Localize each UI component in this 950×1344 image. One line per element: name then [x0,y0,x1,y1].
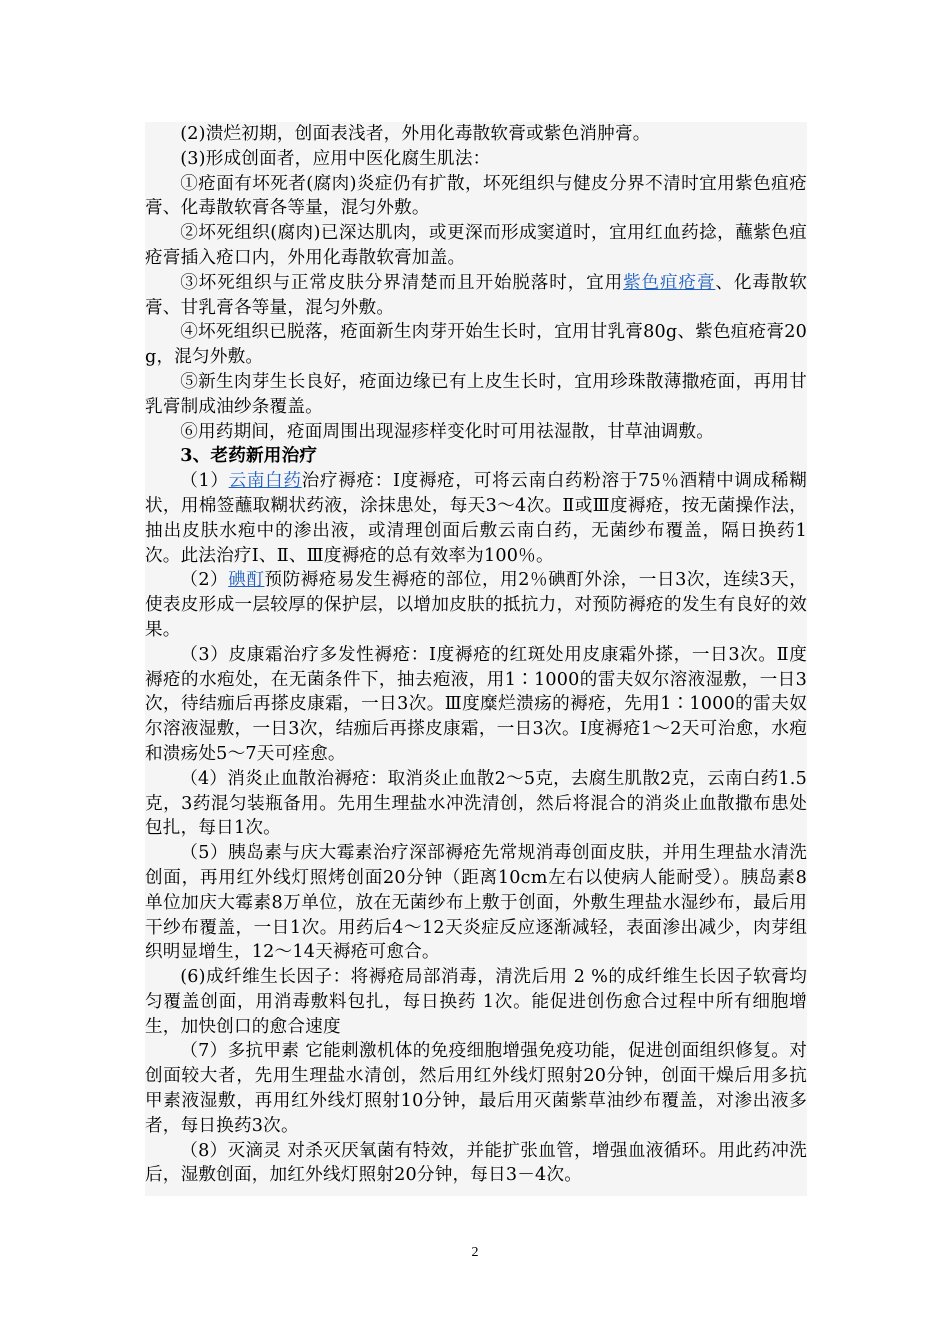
paragraph [145,469,807,568]
paragraph: ①疮面有坏死者(腐肉)炎症仍有扩散，坏死组织与健皮分界不清时宜用紫色疽疮膏、化毒散软膏各等量，混匀外敷。 [145,173,807,219]
paragraph: （5）胰岛素与庆大霉素治疗深部褥疮先常规消毒创面皮肤，并用生理盐水清洗创面，再用红外线灯照烤创面20分钟（距离10cm左右以使病人能耐受）。胰岛素8单位加庆大霉素8万单位，放在无菌纱布上敷于创面，外敷生理盐水湿纱布，最后用干纱布覆盖，一日1次。用药后4～12天炎症反应逐渐减轻，表面渗出减少，肉芽组织明显增生，12～14天褥疮可愈合。 [145,843,807,963]
paragraph: (3)形成创面者，应用中医化腐生肌法： [180,148,491,169]
paragraph: ⑥用药期间，疮面周围出现湿疹样变化时可用祛湿散，甘草油调敷。 [180,421,715,442]
section-heading: 3、老药新用治疗 [180,445,318,467]
paragraph: ④坏死组织已脱落，疮面新生肉芽开始生长时，宜用甘乳膏80g、紫色疽疮膏20g，混匀外敷。 [145,322,807,368]
link-dianding[interactable]: 碘酊 [228,570,265,591]
paragraph [145,271,807,321]
paragraph: （7）多抗甲素 它能刺激机体的免疫细胞增强免疫功能，促进创面组织修复。对创面较大者，先用生理盐水清创，然后用红外线灯照射20分钟，创面干燥后用多抗甲素液湿敷，再用红外线灯照射10分钟，最后用灭菌紫草油纱布覆盖，对渗出液多者，每日换药3次。 [145,1041,807,1136]
paragraph: （8）灭滴灵 对杀灭厌氧菌有特效，并能扩张血管，增强血液循环。用此药冲洗后，湿敷创面，加红外线灯照射20分钟，每日3－4次。 [145,1140,807,1186]
paragraph-text: 治疗褥疮：Ⅰ度褥疮，可将云南白药粉溶于75％酒精中调成稀糊状，用棉签蘸取糊状药液，涂抹患处，每天3～4次。Ⅱ或Ⅲ度褥疮，按无菌操作法，抽出皮肤水疱中的渗出液，或清理创面后敷云南白药，无菌纱布覆盖，隔日换药1次。此法治疗Ⅰ、Ⅱ、Ⅲ度褥疮的总有效率为100％。 [145,471,808,566]
paragraph: (6)成纤维生长因子：将褥疮局部消毒，清洗后用 2 %的成纤维生长因子软膏均匀覆盖创面，用消毒敷料包扎，每日换药 1次。能促进创伤愈合过程中所有细胞增生，加快创口的愈合速度 [145,967,807,1037]
paragraph: (2)溃烂初期，创面表浅者，外用化毒散软膏或紫色消肿膏。 [180,124,651,144]
paragraph: ⑤新生肉芽生长良好，疮面边缘已有上皮生长时，宜用珍珠散薄撒疮面，再用甘乳膏制成油纱条覆盖。 [145,371,807,417]
paragraph-text: ③坏死组织与正常皮肤分界清楚而且开始脱落时，宜用 [180,272,624,293]
paragraph: （3）皮康霜治疗多发性褥疮：Ⅰ度褥疮的红斑处用皮康霜外搽，一日3次。Ⅱ度褥疮的水疱处，在无菌条件下，抽去疱液，用1∶1000的雷夫奴尔溶液湿敷，一日3次，待结痂后再搽皮康霜，一日3次。Ⅲ度糜烂溃疡的褥疮，先用1∶1000的雷夫奴尔溶液湿敷，一日3次，结痂后再搽皮康霜，一日3次。Ⅰ度褥疮1～2天可治愈，水疱和溃疡处5～7天可痊愈。 [145,644,807,764]
document-body [145,122,807,1196]
page-number: 2 [471,1245,479,1260]
paragraph-text: 预防褥疮易发生褥疮的部位，用2％碘酊外涂，一日3次，连续3天，使表皮形成一层较厚的保护层，以增加皮肤的抵抗力，对预防褥疮的发生有良好的效果。 [145,570,807,640]
paragraph-text: 、化毒散软膏、甘乳膏各等量，混匀外敷。 [145,272,807,318]
paragraph-text: （2） [180,570,229,591]
paragraph-text: （1） [180,471,229,492]
link-zise-jucang-gao[interactable]: 紫色疽疮膏 [623,272,716,293]
paragraph: ②坏死组织(腐肉)已深达肌肉，或更深而形成窦道时，宜用红血药捻，蘸紫色疽疮膏插入疮口内，外用化毒散软膏加盖。 [145,223,807,268]
link-yunnan-baiyao[interactable]: 云南白药 [228,471,302,492]
paragraph [145,568,807,642]
paragraph: （4）消炎止血散治褥疮：取消炎止血散2～5克，去腐生肌散2克，云南白药1.5克，3药混匀装瓶备用。先用生理盐水冲洗清创，然后将混合的消炎止血散撒布患处包扎，每日1次。 [145,768,807,839]
